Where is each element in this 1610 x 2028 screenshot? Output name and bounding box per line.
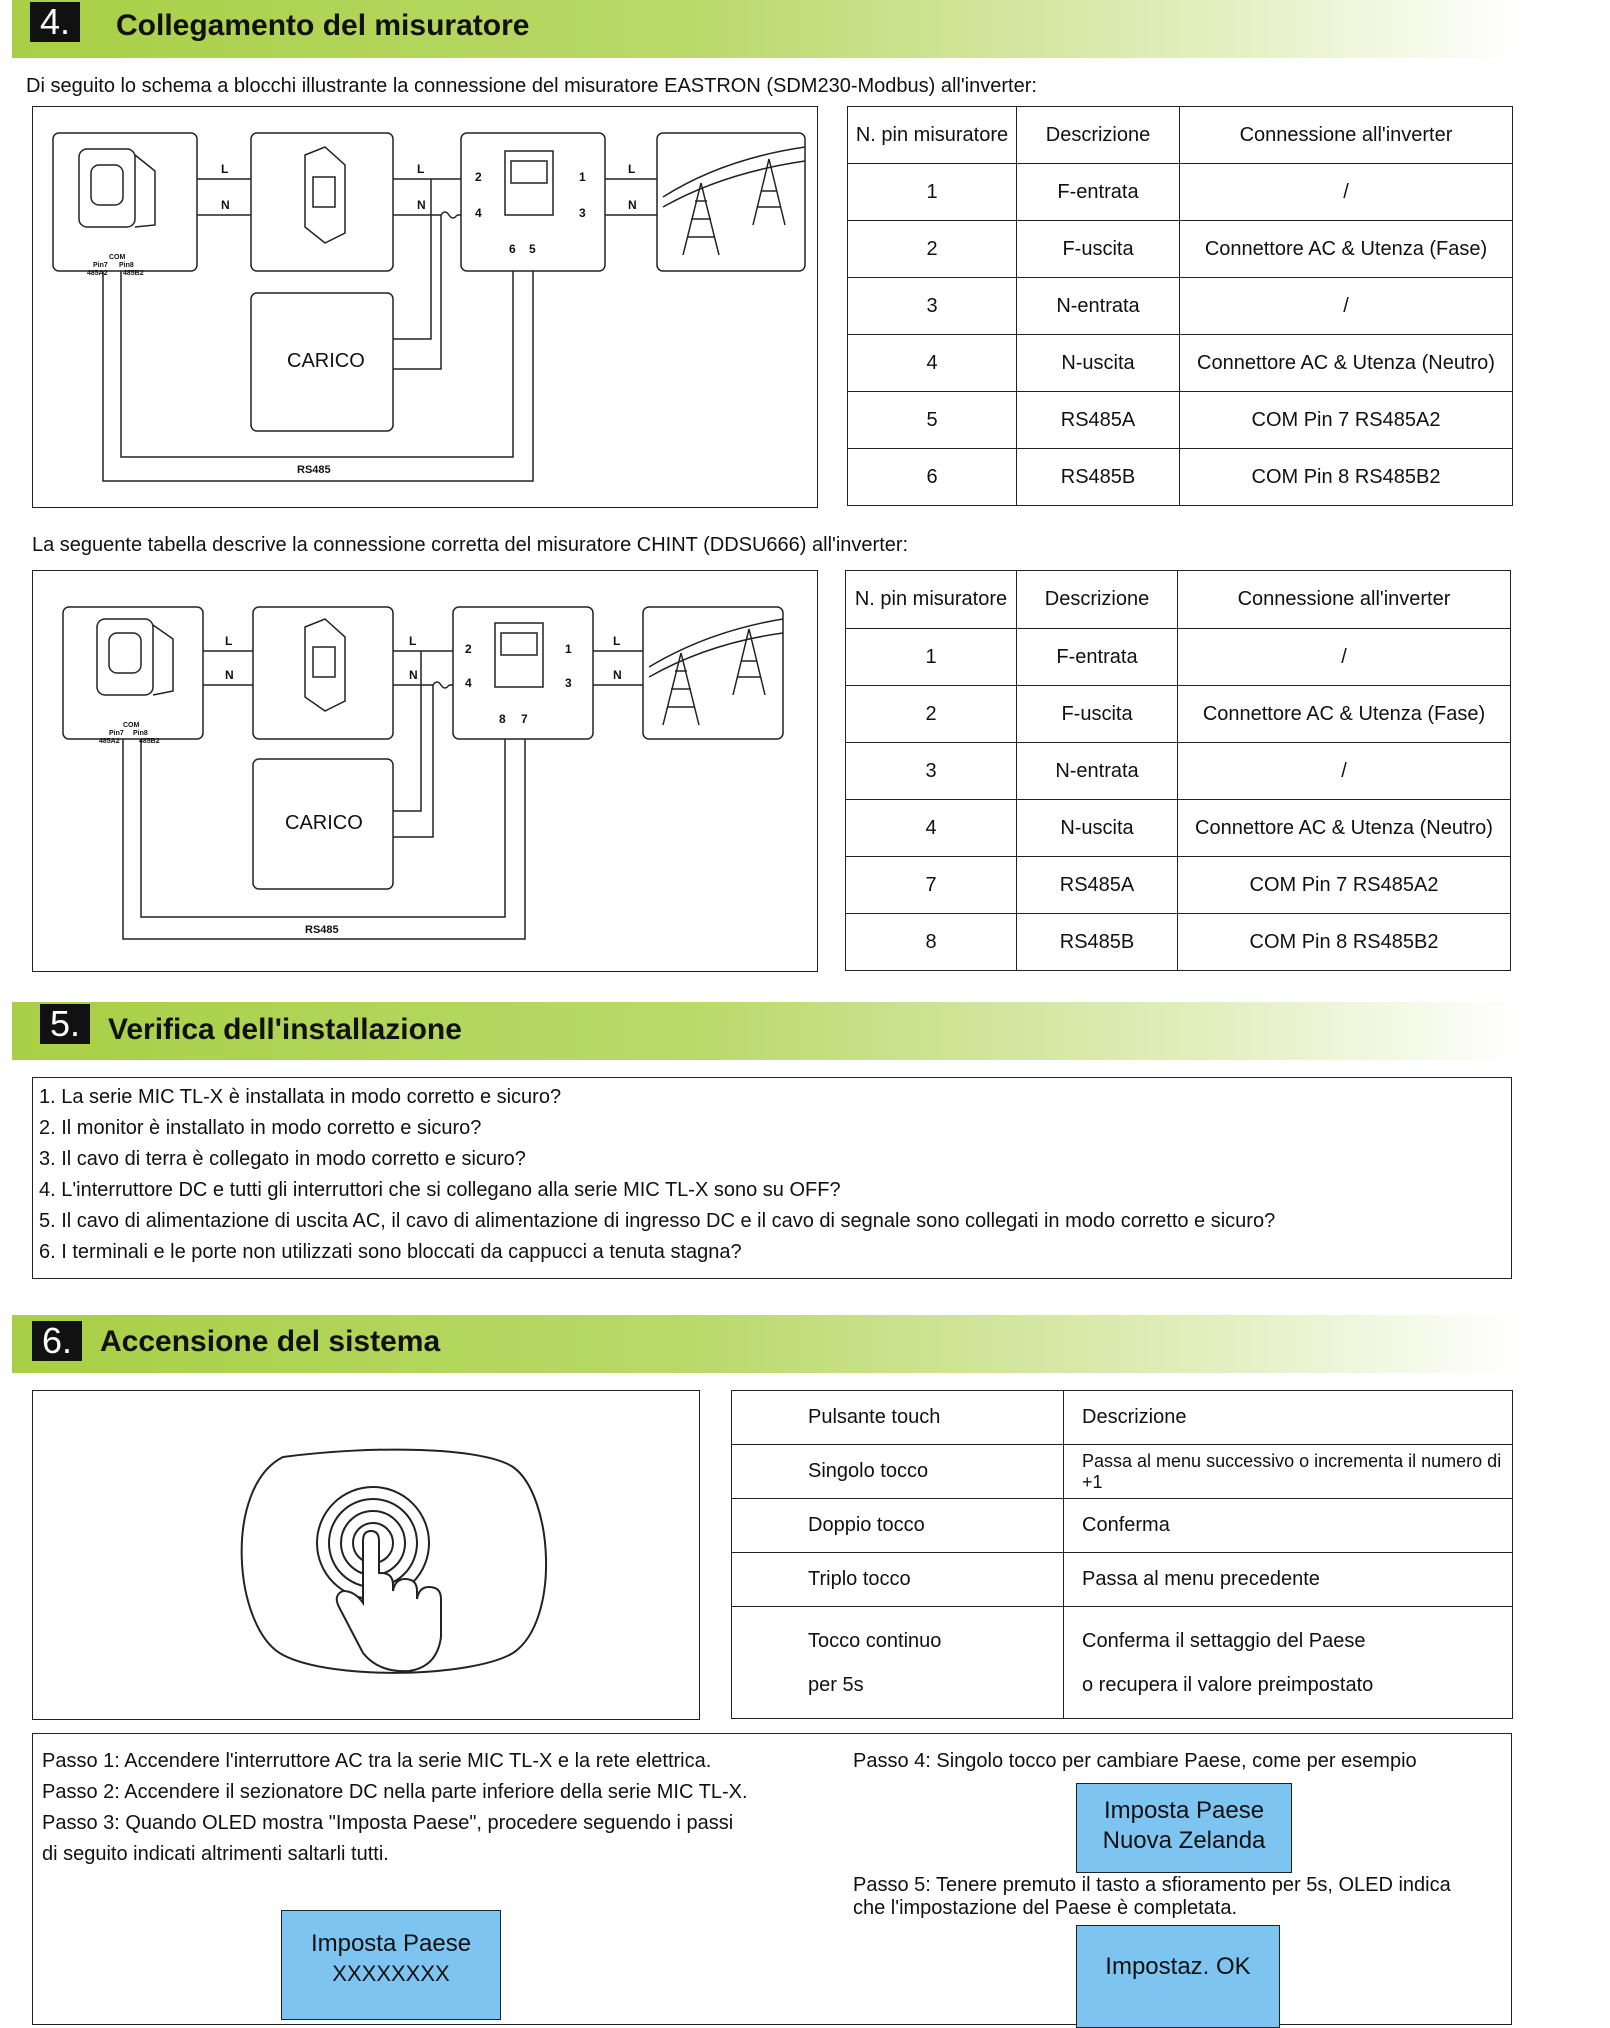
label-n-1: N (221, 198, 230, 212)
chint-pin-4: 4 (465, 676, 472, 690)
header-pin: N. pin misuratore (846, 571, 1017, 629)
desc-cell: N-uscita (1017, 800, 1178, 857)
section-6-header (12, 1315, 1522, 1373)
eastron-pin-6: 6 (509, 242, 516, 256)
label-n-3: N (628, 198, 637, 212)
header-desc: Descrizione (1017, 107, 1180, 164)
table-row (732, 1553, 1513, 1607)
touch-button-table (731, 1390, 1513, 1719)
label-l-3: L (613, 634, 621, 648)
table-row (848, 278, 1513, 335)
conn-cell: Connettore AC & Utenza (Neutro) (1178, 800, 1511, 857)
chint-pin-7: 7 (521, 712, 528, 726)
eastron-pin-5: 5 (529, 242, 536, 256)
label-n-2: N (417, 198, 426, 212)
table-row (848, 221, 1513, 278)
table-header-row (732, 1391, 1513, 1445)
installation-checklist (32, 1077, 1512, 1279)
list-item: 1. La serie MIC TL-X è installata in modo corretto e sicuro? (39, 1086, 562, 1108)
label-l-1: L (225, 634, 233, 648)
table-row (846, 686, 1511, 743)
section-4-header (12, 0, 1522, 58)
touch-button-illustration (32, 1390, 700, 1720)
label-carico: CARICO (287, 350, 365, 372)
label-rs485: RS485 (297, 464, 331, 476)
list-item: 3. Il cavo di terra è collegato in modo corretto e sicuro? (39, 1148, 526, 1170)
label-l-1: L (221, 162, 229, 176)
eastron-pin-1: 1 (579, 170, 586, 184)
label-n-1: N (225, 668, 234, 682)
label-pin8: Pin8 (133, 730, 148, 737)
conn-cell: COM Pin 8 RS485B2 (1180, 449, 1513, 506)
oled-line-2: XXXXXXXX (332, 1961, 450, 1986)
conn-cell: COM Pin 7 RS485A2 (1178, 857, 1511, 914)
table-row (848, 392, 1513, 449)
pin-cell: 4 (848, 335, 1017, 392)
desc-cell: F-uscita (1017, 221, 1180, 278)
desc-cell: Passa al menu successivo o incrementa il numero di +1 (1064, 1445, 1513, 1499)
action-cell: Doppio tocco (732, 1499, 1064, 1553)
touch-hand-icon (33, 1391, 699, 1719)
pin-cell: 2 (846, 686, 1017, 743)
label-485b2: 485B2 (123, 270, 144, 277)
desc-cell: F-uscita (1017, 686, 1178, 743)
table-row (732, 1607, 1513, 1719)
chint-pin-table (845, 570, 1511, 971)
header-pin: N. pin misuratore (848, 107, 1017, 164)
oled-line-1: Imposta Paese (1103, 1797, 1265, 1824)
section-4-title: Collegamento del misuratore (116, 9, 530, 42)
desc-cell: N-entrata (1017, 278, 1180, 335)
desc-cell: RS485B (1017, 449, 1180, 506)
section-5-number: 5. (40, 1004, 90, 1044)
conn-cell: / (1180, 164, 1513, 221)
label-l-3: L (628, 162, 636, 176)
label-pin7: Pin7 (93, 262, 108, 269)
action-cell: Triplo tocco (732, 1553, 1064, 1607)
step-5-line-2: che l'impostazione del Paese è completata. (853, 1897, 1238, 1919)
desc-cell: Conferma (1064, 1499, 1513, 1553)
desc-cell: N-uscita (1017, 335, 1180, 392)
table-row (846, 857, 1511, 914)
action-cell (732, 1607, 1064, 1719)
chint-pin-1: 1 (565, 642, 572, 656)
step-5-line-1: Passo 5: Tenere premuto il tasto a sfioramento per 5s, OLED indica (853, 1874, 1451, 1896)
action-line-2: per 5s (808, 1673, 864, 1696)
conn-cell: / (1178, 743, 1511, 800)
table-row (732, 1445, 1513, 1499)
table-row (848, 335, 1513, 392)
list-item: 6. I terminali e le porte non utilizzati sono bloccati da cappucci a tenuta stagna? (39, 1241, 742, 1263)
list-item: 5. Il cavo di alimentazione di uscita AC, il cavo di alimentazione di ingresso DC e il cavo di segnale sono collegati in modo corretto e sicuro? (39, 1210, 1276, 1232)
pin-cell: 4 (846, 800, 1017, 857)
step-2: Passo 2: Accendere il sezionatore DC nella parte inferiore della serie MIC TL-X. (42, 1781, 748, 1803)
header-desc: Descrizione (1017, 571, 1178, 629)
step-1: Passo 1: Accendere l'interruttore AC tra la serie MIC TL-X e la rete elettrica. (42, 1750, 712, 1772)
section-6-title: Accensione del sistema (100, 1325, 441, 1358)
table-row (846, 800, 1511, 857)
eastron-pin-table (847, 106, 1513, 506)
desc-cell: F-entrata (1017, 164, 1180, 221)
desc-line-1: Conferma il settaggio del Paese (1082, 1629, 1366, 1652)
chint-pin-8: 8 (499, 712, 506, 726)
pin-cell: 2 (848, 221, 1017, 278)
conn-cell: Connettore AC & Utenza (Neutro) (1180, 335, 1513, 392)
conn-cell: COM Pin 7 RS485A2 (1180, 392, 1513, 449)
conn-cell: Connettore AC & Utenza (Fase) (1178, 686, 1511, 743)
oled-display-new-zealand (1076, 1783, 1292, 1873)
label-n-3: N (613, 668, 622, 682)
desc-cell: RS485A (1017, 392, 1180, 449)
intro-eastron: Di seguito lo schema a blocchi illustrante la connessione del misuratore EASTRON (SDM230-Modbus) all'inverter: (26, 75, 1037, 97)
pin-cell: 1 (846, 629, 1017, 686)
header-conn: Connessione all'inverter (1180, 107, 1513, 164)
pin-cell: 5 (848, 392, 1017, 449)
eastron-diagram-svg (33, 107, 817, 507)
list-item: 4. L'interruttore DC e tutti gli interruttori che si collegano alla serie MIC TL-X sono su OFF? (39, 1179, 841, 1201)
label-com: COM (123, 722, 140, 729)
label-pin7: Pin7 (109, 730, 124, 737)
label-485a2: 485A2 (99, 738, 120, 745)
label-485a2: 485A2 (87, 270, 108, 277)
desc-cell: F-entrata (1017, 629, 1178, 686)
oled-display-ok (1076, 1925, 1280, 2028)
action-line-1: Tocco continuo (808, 1629, 942, 1652)
step-3-line-1: Passo 3: Quando OLED mostra "Imposta Paese", procedere seguendo i passi (42, 1812, 734, 1834)
table-row (846, 629, 1511, 686)
chint-pin-3: 3 (565, 676, 572, 690)
label-com: COM (109, 254, 126, 261)
eastron-wiring-diagram (32, 106, 818, 508)
desc-cell: RS485A (1017, 857, 1178, 914)
list-item: 2. Il monitor è installato in modo corretto e sicuro? (39, 1117, 482, 1139)
label-l-2: L (417, 162, 425, 176)
table-header-row (848, 107, 1513, 164)
label-pin8: Pin8 (119, 262, 134, 269)
header-conn: Connessione all'inverter (1178, 571, 1511, 629)
header-touch: Pulsante touch (732, 1391, 1064, 1445)
table-row (848, 164, 1513, 221)
chint-wiring-diagram (32, 570, 818, 972)
oled-display-default (281, 1910, 501, 2020)
oled-line-1: Imposta Paese (310, 1930, 472, 1957)
eastron-pin-4: 4 (475, 206, 482, 220)
pin-cell: 8 (846, 914, 1017, 971)
label-l-2: L (409, 634, 417, 648)
conn-cell: Connettore AC & Utenza (Fase) (1180, 221, 1513, 278)
step-3-line-2: di seguito indicati altrimenti saltarli tutti. (42, 1843, 389, 1865)
conn-cell: / (1180, 278, 1513, 335)
table-row (846, 743, 1511, 800)
oled-line-2: Nuova Zelanda (1102, 1827, 1266, 1854)
table-header-row (846, 571, 1511, 629)
label-n-2: N (409, 668, 418, 682)
pin-cell: 7 (846, 857, 1017, 914)
label-rs485: RS485 (305, 924, 339, 936)
desc-cell (1064, 1607, 1513, 1719)
intro-chint: La seguente tabella descrive la connessione corretta del misuratore CHINT (DDSU666) all'inverter: (32, 534, 909, 556)
eastron-pin-3: 3 (579, 206, 586, 220)
chint-diagram-svg (33, 571, 817, 971)
conn-cell: COM Pin 8 RS485B2 (1178, 914, 1511, 971)
pin-cell: 1 (848, 164, 1017, 221)
conn-cell: / (1178, 629, 1511, 686)
section-6-number: 6. (32, 1321, 82, 1361)
desc-line-2: o recupera il valore preimpostato (1082, 1673, 1374, 1696)
action-cell: Singolo tocco (732, 1445, 1064, 1499)
table-row (732, 1499, 1513, 1553)
section-5-header (12, 1002, 1522, 1060)
pin-cell: 3 (846, 743, 1017, 800)
section-5-title: Verifica dell'installazione (108, 1013, 462, 1046)
pin-cell: 3 (848, 278, 1017, 335)
eastron-pin-2: 2 (475, 170, 482, 184)
table-row (846, 914, 1511, 971)
step-4: Passo 4: Singolo tocco per cambiare Paese, come per esempio (853, 1750, 1417, 1772)
label-carico: CARICO (285, 812, 363, 834)
oled-line-1: Impostaz. OK (1105, 1953, 1251, 1980)
desc-cell: N-entrata (1017, 743, 1178, 800)
desc-cell: RS485B (1017, 914, 1178, 971)
section-4-number: 4. (30, 2, 80, 42)
pin-cell: 6 (848, 449, 1017, 506)
desc-cell: Passa al menu precedente (1064, 1553, 1513, 1607)
label-485b2: 485B2 (139, 738, 160, 745)
table-row (848, 449, 1513, 506)
chint-pin-2: 2 (465, 642, 472, 656)
header-desc: Descrizione (1064, 1391, 1513, 1445)
